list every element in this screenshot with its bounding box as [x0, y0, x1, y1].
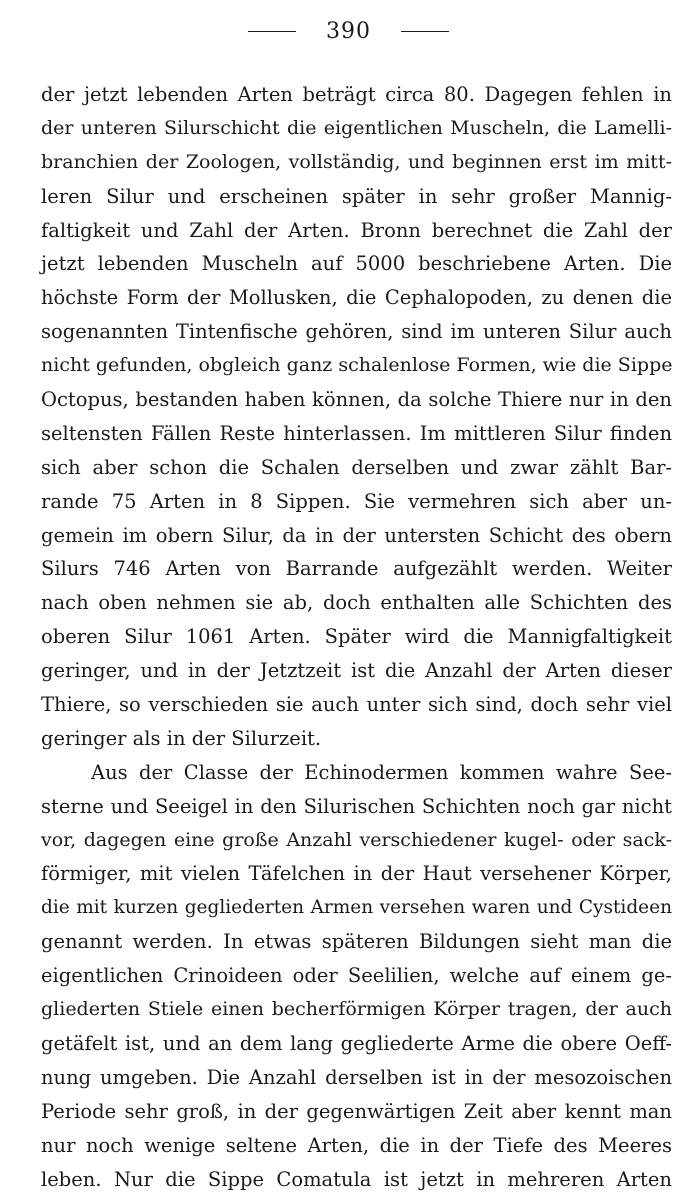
text-line: die mit kurzen gegliederten Armen versehen waren und Cystideen	[41, 897, 672, 919]
text-line: faltigkeit und Zahl der Arten. Bronn berechnet die Zahl der	[41, 218, 672, 242]
text-line: nach oben nehmen sie ab, doch enthalten alle Schichten des	[41, 591, 672, 615]
text-line: der unteren Silurschicht die eigentlichen Muscheln, die Lamelli-	[41, 116, 672, 139]
text-line: getäfelt ist, und an dem lang gegliederte Arme die obere Oeff-	[41, 1031, 672, 1055]
text-line: nur noch wenige seltene Arten, die in der Tiefe des Meeres	[41, 1133, 672, 1157]
text-line: jetzt lebenden Muscheln auf 5000 beschriebene Arten. Die	[41, 252, 672, 276]
text-line: branchien der Zoologen, vollständig, und beginnen erst im mitt-	[41, 150, 672, 173]
text-line: sich aber schon die Schalen derselben und zwar zählt Bar-	[41, 455, 672, 479]
text-line: Octopus, bestanden haben können, da solche Thiere nur in den	[41, 388, 672, 412]
text-line: genannt werden. In etwas späteren Bildungen sieht man die	[41, 930, 672, 954]
text-line: höchste Form der Mollusken, die Cephalopoden, zu denen die	[41, 286, 672, 310]
text-line: oberen Silur 1061 Arten. Später wird die Mannigfaltigkeit	[41, 625, 672, 649]
text-line: eigentlichen Crinoideen oder Seelilien, welche auf einem ge-	[41, 964, 672, 988]
paragraph-end-line: geringer als in der Silurzeit.	[41, 726, 322, 750]
text-line: Silurs 746 Arten von Barrande aufgezählt werden. Weiter	[41, 557, 672, 581]
text-line: sogenannten Tintenfische gehören, sind im unteren Silur auch	[41, 320, 672, 344]
text-line: sterne und Seeigel in den Silurischen Schichten noch gar nicht	[41, 794, 672, 818]
text-line: der jetzt lebenden Arten beträgt circa 80. Dagegen fehlen in	[41, 83, 672, 106]
header-rule-right	[401, 31, 449, 32]
text-line: Thiere, so verschieden sie auch unter sich sind, doch sehr viel	[41, 693, 672, 717]
text-line: seltensten Fällen Reste hinterlassen. Im mittleren Silur finden	[41, 421, 672, 445]
text-line: leren Silur und erscheinen später in sehr großer Mannig-	[41, 184, 672, 208]
text-line: gliederten Stiele einen becherförmigen Körper tragen, der auch	[41, 998, 672, 1021]
text-line: rande 75 Arten in 8 Sippen. Sie vermehren sich aber un-	[41, 489, 672, 513]
text-line: gemein im obern Silur, da in der untersten Schicht des obern	[41, 523, 672, 547]
page-number: 390	[326, 18, 371, 44]
text-line: geringer, und in der Jetztzeit ist die Anzahl der Arten dieser	[41, 659, 672, 683]
text-line: Periode sehr groß, in der gegenwärtigen Zeit aber kennt man	[41, 1099, 672, 1123]
body-text	[41, 78, 672, 1196]
page-header	[0, 18, 697, 44]
header-rule-left	[248, 31, 296, 32]
paragraph-first-line: Aus der Classe der Echinodermen kommen wahre See-	[91, 760, 672, 784]
text-line: förmiger, mit vielen Täfelchen in der Haut versehener Körper,	[41, 862, 672, 886]
text-line: nicht gefunden, obgleich ganz schalenlose Formen, wie die Sippe	[41, 354, 673, 377]
text-line: leben. Nur die Sippe Comatula ist jetzt in mehreren Arten	[41, 1167, 672, 1191]
text-line: vor, dagegen eine große Anzahl verschiedener kugel- oder sack-	[41, 828, 672, 851]
text-line: nung umgeben. Die Anzahl derselben ist in der mesozoischen	[41, 1065, 672, 1089]
